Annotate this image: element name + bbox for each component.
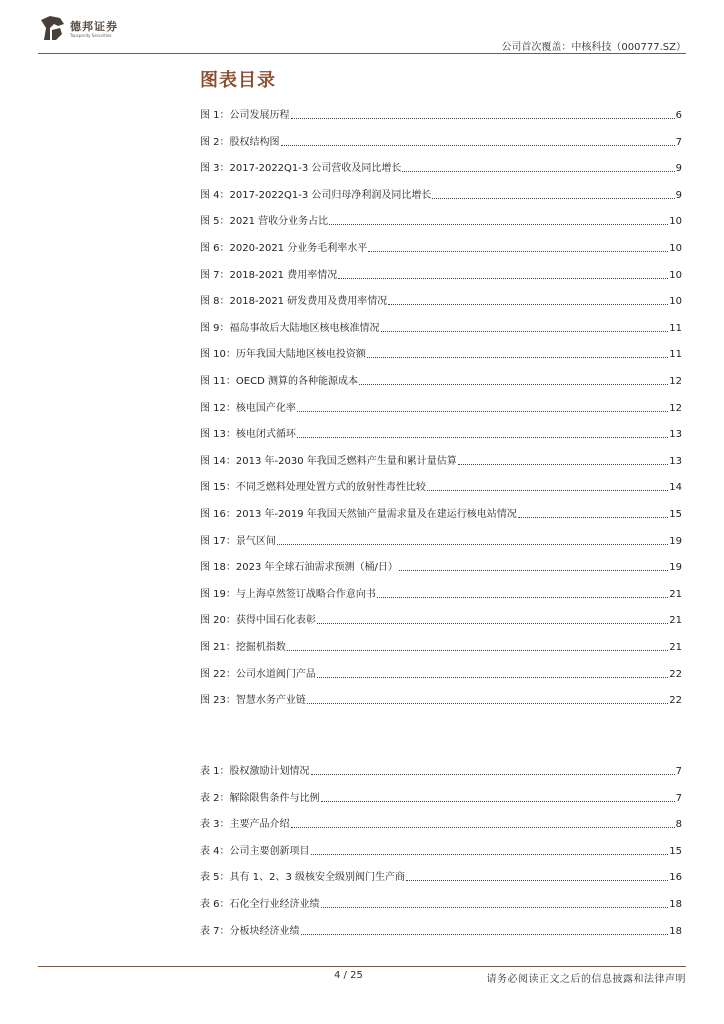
toc-row-page: 21 [669, 642, 682, 653]
toc-row[interactable] [200, 241, 682, 255]
toc-row-page: 22 [669, 695, 682, 707]
toc-row[interactable] [200, 897, 682, 911]
toc-row[interactable] [200, 108, 682, 122]
toc-row-label: 表 2：解除限售条件与比例 [200, 792, 320, 804]
toc-row-label: 表 6：石化全行业经济业绩 [200, 899, 320, 910]
toc-row-label: 图 20：获得中国石化表彰 [200, 615, 316, 627]
leader-dots [432, 198, 674, 199]
toc-row-page: 18 [669, 925, 682, 937]
toc-row-label: 图 9：福岛事故后大陆地区核电核准情况 [200, 322, 380, 334]
toc-row[interactable] [200, 374, 682, 388]
toc-row-page: 9 [675, 189, 682, 201]
leader-dots [427, 490, 668, 491]
toc-row-page: 7 [675, 766, 682, 777]
company-logo [38, 14, 118, 44]
leader-dots [402, 171, 674, 172]
leader-dots [317, 623, 668, 624]
toc-row-page: 10 [669, 296, 682, 308]
leader-dots [359, 384, 668, 385]
toc-row-label: 图 14：2013 年-2030 年我国乏燃料产生量和累计量估算 [200, 455, 457, 467]
toc-row[interactable] [200, 480, 682, 494]
leader-dots [291, 118, 675, 119]
leader-dots [281, 145, 675, 146]
toc-row-label: 图 6：2020-2021 分业务毛利率水平 [200, 243, 368, 254]
toc-row[interactable] [200, 667, 682, 681]
logo-cn-name: 德邦证券 [70, 19, 118, 33]
toc-row-page: 7 [675, 792, 682, 804]
leader-dots [329, 224, 668, 225]
toc-row-label: 图 11：OECD 测算的各种能源成本 [200, 376, 358, 387]
toc-title: 图表目录 [200, 70, 276, 91]
toc-row-page: 13 [669, 429, 682, 441]
toc-row[interactable] [200, 764, 682, 778]
leader-dots [311, 854, 669, 855]
toc-row-page: 14 [669, 482, 682, 494]
toc-row[interactable] [200, 870, 682, 884]
toc-row[interactable] [200, 817, 682, 831]
toc-row-page: 16 [669, 872, 682, 884]
leader-dots [297, 437, 668, 438]
toc-row[interactable] [200, 844, 682, 858]
leader-dots [321, 801, 675, 802]
toc-row-page: 7 [675, 136, 682, 148]
toc-row-label: 图 17：景气区间 [200, 535, 276, 547]
leader-dots [381, 331, 669, 332]
toc-row[interactable] [200, 924, 682, 938]
toc-row[interactable] [200, 268, 682, 282]
toc-row-page: 15 [669, 509, 682, 520]
toc-row-label: 图 21：挖掘机指数 [200, 642, 286, 653]
toc-row-page: 19 [669, 562, 682, 574]
toc-row-label: 表 1：股权激励计划情况 [200, 766, 310, 777]
logo-emblem-icon [38, 14, 66, 44]
leader-dots [317, 677, 668, 678]
leader-dots [301, 934, 669, 935]
toc-row[interactable] [200, 791, 682, 805]
toc-row-page: 11 [669, 349, 682, 361]
toc-row-label: 图 5：2021 营收分业务占比 [200, 216, 329, 228]
toc-row[interactable] [200, 587, 682, 601]
leader-dots [338, 278, 668, 279]
leader-dots [388, 304, 668, 305]
toc-row-page: 22 [669, 668, 682, 680]
toc-row-label: 表 5：具有 1、2、3 级核安全级别阀门生产商 [200, 872, 405, 884]
toc-row-page: 15 [669, 845, 682, 857]
leader-dots [307, 703, 668, 704]
toc-row-page: 8 [675, 819, 682, 831]
toc-row-label: 图 2：股权结构图 [200, 136, 280, 148]
leader-dots [458, 464, 668, 465]
leader-dots [311, 774, 675, 775]
toc-row[interactable] [200, 321, 682, 335]
toc-row-page: 6 [675, 110, 682, 121]
toc-row-page: 9 [675, 163, 682, 175]
leader-dots [367, 357, 668, 358]
toc-row-page: 19 [669, 535, 682, 547]
toc-row[interactable] [200, 560, 682, 574]
toc-row[interactable] [200, 347, 682, 361]
toc-row[interactable] [200, 401, 682, 415]
page-number: 4 / 25 [334, 970, 363, 981]
leader-dots [368, 251, 668, 252]
toc-row-page: 21 [669, 588, 682, 600]
toc-row-label: 图 22：公司水道阀门产品 [200, 668, 316, 680]
toc-row-label: 图 4：2017-2022Q1-3 公司归母净利润及同比增长 [200, 189, 432, 201]
toc-row-page: 10 [669, 216, 682, 228]
toc-row-label: 图 19：与上海卓然签订战略合作意向书 [200, 588, 376, 600]
toc-row-label: 图 15：不同乏燃料处理处置方式的放射性毒性比较 [200, 482, 426, 494]
toc-row-label: 图 3：2017-2022Q1-3 公司营收及同比增长 [200, 163, 402, 175]
leader-dots [377, 597, 668, 598]
toc-row[interactable] [200, 613, 682, 627]
toc-row[interactable] [200, 188, 682, 202]
toc-row-page: 12 [669, 376, 682, 387]
leader-dots [518, 517, 668, 518]
leader-dots [321, 907, 669, 908]
toc-row[interactable] [200, 507, 682, 521]
toc-row-label: 图 13：核电闭式循环 [200, 429, 296, 441]
footer-divider [38, 966, 686, 967]
disclaimer-text: 请务必阅读正文之后的信息披露和法律声明 [486, 974, 686, 985]
logo-en-name: Topsperity Securities [70, 32, 112, 38]
toc-row-label: 表 4：公司主要创新项目 [200, 845, 310, 857]
toc-row-label: 图 23：智慧水务产业链 [200, 695, 306, 707]
leader-dots [277, 544, 668, 545]
toc-row-label: 图 8：2018-2021 研发费用及费用率情况 [200, 296, 388, 308]
leader-dots [297, 411, 668, 412]
toc-row-page: 12 [669, 402, 682, 414]
toc-row-label: 图 10：历年我国大陆地区核电投资额 [200, 349, 366, 361]
toc-row-label: 图 12：核电国产化率 [200, 402, 296, 414]
toc-row-page: 18 [669, 899, 682, 910]
toc-row-page: 13 [669, 455, 682, 467]
toc-row[interactable] [200, 693, 682, 707]
toc-row-label: 图 7：2018-2021 费用率情况 [200, 269, 338, 281]
toc-row-page: 10 [669, 243, 682, 254]
leader-dots [291, 827, 675, 828]
leader-dots [406, 880, 668, 881]
toc-row[interactable] [200, 161, 682, 175]
toc-row-label: 图 18：2023 年全球石油需求预测（桶/日） [200, 562, 398, 574]
toc-row[interactable] [200, 214, 682, 228]
toc-row-page: 10 [669, 269, 682, 281]
leader-dots [287, 650, 668, 651]
toc-row-label: 图 16：2013 年-2019 年我国天然铀产量需求量及在建运行核电站情况 [200, 509, 517, 520]
report-title: 公司首次覆盖：中核科技（000777.SZ） [501, 42, 686, 53]
toc-row[interactable] [200, 294, 682, 308]
toc-row[interactable] [200, 640, 682, 654]
leader-dots [399, 570, 668, 571]
toc-row-label: 图 1：公司发展历程 [200, 110, 290, 121]
toc-row-page: 21 [669, 615, 682, 627]
toc-row[interactable] [200, 534, 682, 548]
toc-row-label: 表 7：分板块经济业绩 [200, 925, 300, 937]
toc-row[interactable] [200, 454, 682, 468]
toc-row-page: 11 [669, 322, 682, 334]
toc-row-label: 表 3：主要产品介绍 [200, 819, 290, 831]
header-divider [38, 53, 686, 54]
toc-row[interactable] [200, 135, 682, 149]
toc-row[interactable] [200, 427, 682, 441]
